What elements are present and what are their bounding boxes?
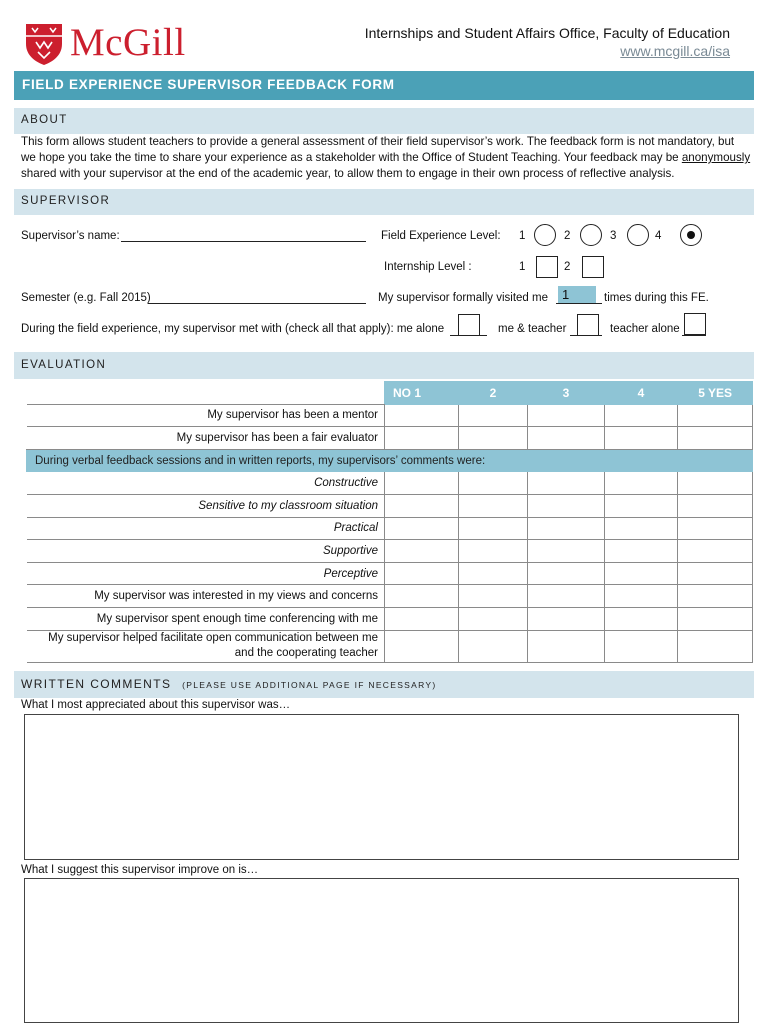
improve-textarea[interactable] <box>24 878 739 1023</box>
rating-cell[interactable] <box>385 607 459 630</box>
rating-cell[interactable] <box>678 517 753 540</box>
rating-cell[interactable] <box>678 472 753 495</box>
rating-cell[interactable] <box>459 517 528 540</box>
rating-cell[interactable] <box>459 540 528 563</box>
row-question-practical: Practical <box>27 517 385 540</box>
rating-cell[interactable] <box>528 585 605 608</box>
semester-label: Semester (e.g. Fall 2015) <box>21 292 151 304</box>
section-heading-supervisor: SUPERVISOR <box>14 189 754 215</box>
rating-cell[interactable] <box>385 585 459 608</box>
table-row <box>27 562 753 585</box>
fe-level-3-radio[interactable] <box>627 224 649 246</box>
visits-suffix-label: times during this FE. <box>604 292 709 304</box>
met-with-label: During the field experience, my supervisor met with (check all that apply): me alone <box>21 323 445 335</box>
rating-cell[interactable] <box>385 427 459 450</box>
fe-level-2-label: 2 <box>564 230 571 242</box>
office-url-link[interactable]: www.mcgill.ca/isa <box>620 43 730 59</box>
rating-cell[interactable] <box>528 472 605 495</box>
semester-field[interactable] <box>148 303 366 304</box>
table-row <box>27 472 753 495</box>
met-teacher-alone-underline <box>682 335 706 336</box>
fe-level-2-radio[interactable] <box>580 224 602 246</box>
rating-cell[interactable] <box>678 630 753 662</box>
supervisor-name-field[interactable] <box>121 241 366 242</box>
scale-header-1: NO 1 <box>385 382 459 405</box>
evaluation-table <box>26 381 753 663</box>
internship-level-2-checkbox[interactable] <box>582 256 604 278</box>
rating-cell[interactable] <box>678 494 753 517</box>
rating-cell[interactable] <box>678 562 753 585</box>
rating-cell[interactable] <box>459 562 528 585</box>
rating-cell[interactable] <box>605 472 678 495</box>
rating-cell[interactable] <box>605 517 678 540</box>
rating-cell[interactable] <box>528 517 605 540</box>
improve-question: What I suggest this supervisor improve on is… <box>21 864 259 876</box>
rating-cell[interactable] <box>385 562 459 585</box>
about-text-underlined: anonymously <box>681 151 751 164</box>
row-question-supportive: Supportive <box>27 540 385 563</box>
appreciated-textarea[interactable] <box>24 714 739 860</box>
rating-cell[interactable] <box>385 630 459 662</box>
met-alone-checkbox[interactable] <box>458 314 480 336</box>
rating-cell[interactable] <box>605 540 678 563</box>
row-question-perceptive: Perceptive <box>27 562 385 585</box>
table-subheading-row <box>27 449 753 472</box>
supervisor-name-label: Supervisor’s name: <box>21 230 120 242</box>
rating-cell[interactable] <box>528 630 605 662</box>
section-heading-comments <box>14 671 754 698</box>
internship-level-1-checkbox[interactable] <box>536 256 558 278</box>
about-text-part-1: This form allows student teachers to provide a general assessment of their field supervisor’s work. The feedback form is not mandatory, but we hope you take the time to share your experience as a stakeholder with the Office of Student Teaching. Your feedback may be <box>21 135 735 164</box>
rating-cell[interactable] <box>678 404 753 427</box>
table-row <box>27 585 753 608</box>
row-question-communication-line2: and the cooperating teacher <box>234 647 378 660</box>
row-question-fair-evaluator: My supervisor has been a fair evaluator <box>27 427 385 450</box>
rating-cell[interactable] <box>459 472 528 495</box>
fe-level-1-label: 1 <box>519 230 526 242</box>
table-row <box>27 607 753 630</box>
mcgill-crest-icon <box>24 22 64 66</box>
rating-cell[interactable] <box>528 540 605 563</box>
scale-header-3: 3 <box>528 382 605 405</box>
rating-cell[interactable] <box>385 404 459 427</box>
rating-cell[interactable] <box>528 607 605 630</box>
rating-cell[interactable] <box>605 585 678 608</box>
rating-cell[interactable] <box>385 494 459 517</box>
about-paragraph <box>21 134 751 182</box>
rating-cell[interactable] <box>459 585 528 608</box>
internship-level-2-label: 2 <box>564 261 571 273</box>
logo-wordmark: McGill <box>70 21 186 64</box>
row-question-communication <box>27 630 385 662</box>
visits-count-field[interactable]: 1 <box>558 286 596 303</box>
row-question-conferencing: My supervisor spent enough time conferencing with me <box>27 607 385 630</box>
comments-note: (PLEASE USE ADDITIONAL PAGE IF NECESSARY) <box>182 680 437 690</box>
scale-header-5: 5 YES <box>678 382 753 405</box>
rating-cell[interactable] <box>605 427 678 450</box>
row-question-communication-line1: My supervisor helped facilitate open communication between me <box>48 632 378 645</box>
table-row <box>27 540 753 563</box>
table-corner <box>27 382 385 405</box>
form-title: FIELD EXPERIENCE SUPERVISOR FEEDBACK FORM <box>14 71 754 100</box>
table-row <box>27 404 753 427</box>
rating-cell[interactable] <box>459 404 528 427</box>
table-row <box>27 630 753 662</box>
rating-cell[interactable] <box>528 562 605 585</box>
scale-header-2: 2 <box>459 382 528 405</box>
internship-level-1-label: 1 <box>519 261 526 273</box>
about-text-part-2: shared with your supervisor at the end of the academic year, to allow them to engage in their own process of reflective analysis. <box>21 167 675 180</box>
rating-cell[interactable] <box>605 494 678 517</box>
met-teacher-label: me & teacher <box>498 323 567 335</box>
section-heading-about: ABOUT <box>14 108 754 134</box>
office-name: Internships and Student Affairs Office, Faculty of Education <box>364 25 730 41</box>
met-teacher-checkbox[interactable] <box>577 314 599 336</box>
appreciated-question: What I most appreciated about this supervisor was… <box>21 699 291 711</box>
rating-cell[interactable] <box>678 585 753 608</box>
scale-header-4: 4 <box>605 382 678 405</box>
fe-level-3-label: 3 <box>610 230 617 242</box>
internship-level-label: Internship Level : <box>384 261 472 273</box>
met-teacher-alone-label: teacher alone <box>610 323 680 335</box>
row-question-interested: My supervisor was interested in my views and concerns <box>27 585 385 608</box>
comments-heading: WRITTEN COMMENTS <box>21 677 172 691</box>
fe-level-4-label: 4 <box>655 230 662 242</box>
rating-cell[interactable] <box>605 607 678 630</box>
rating-cell[interactable] <box>528 404 605 427</box>
rating-cell[interactable] <box>385 517 459 540</box>
table-row <box>27 427 753 450</box>
rating-cell[interactable] <box>528 494 605 517</box>
rating-cell[interactable] <box>459 494 528 517</box>
rating-cell[interactable] <box>605 562 678 585</box>
section-heading-evaluation: EVALUATION <box>14 352 754 379</box>
rating-cell[interactable] <box>459 427 528 450</box>
fe-level-4-radio-selected[interactable] <box>680 224 702 246</box>
rating-cell[interactable] <box>528 427 605 450</box>
table-row <box>27 517 753 540</box>
rating-cell[interactable] <box>385 472 459 495</box>
visits-prefix-label: My supervisor formally visited me <box>378 292 548 304</box>
table-row <box>27 494 753 517</box>
rating-cell[interactable] <box>605 404 678 427</box>
rating-cell[interactable] <box>385 540 459 563</box>
rating-cell[interactable] <box>678 607 753 630</box>
row-question-constructive: Constructive <box>27 472 385 495</box>
rating-cell[interactable] <box>459 607 528 630</box>
mcgill-logo <box>24 20 214 66</box>
visits-underline <box>556 303 602 304</box>
fe-level-label: Field Experience Level: <box>381 230 501 242</box>
row-question-sensitive: Sensitive to my classroom situation <box>27 494 385 517</box>
row-question-mentor: My supervisor has been a mentor <box>27 404 385 427</box>
rating-cell[interactable] <box>605 630 678 662</box>
comments-subheading: During verbal feedback sessions and in written reports, my supervisors’ comments were: <box>27 449 753 472</box>
rating-cell[interactable] <box>678 427 753 450</box>
fe-level-1-radio[interactable] <box>534 224 556 246</box>
rating-cell[interactable] <box>459 630 528 662</box>
rating-cell[interactable] <box>678 540 753 563</box>
met-teacher-alone-checkbox[interactable] <box>684 313 706 335</box>
